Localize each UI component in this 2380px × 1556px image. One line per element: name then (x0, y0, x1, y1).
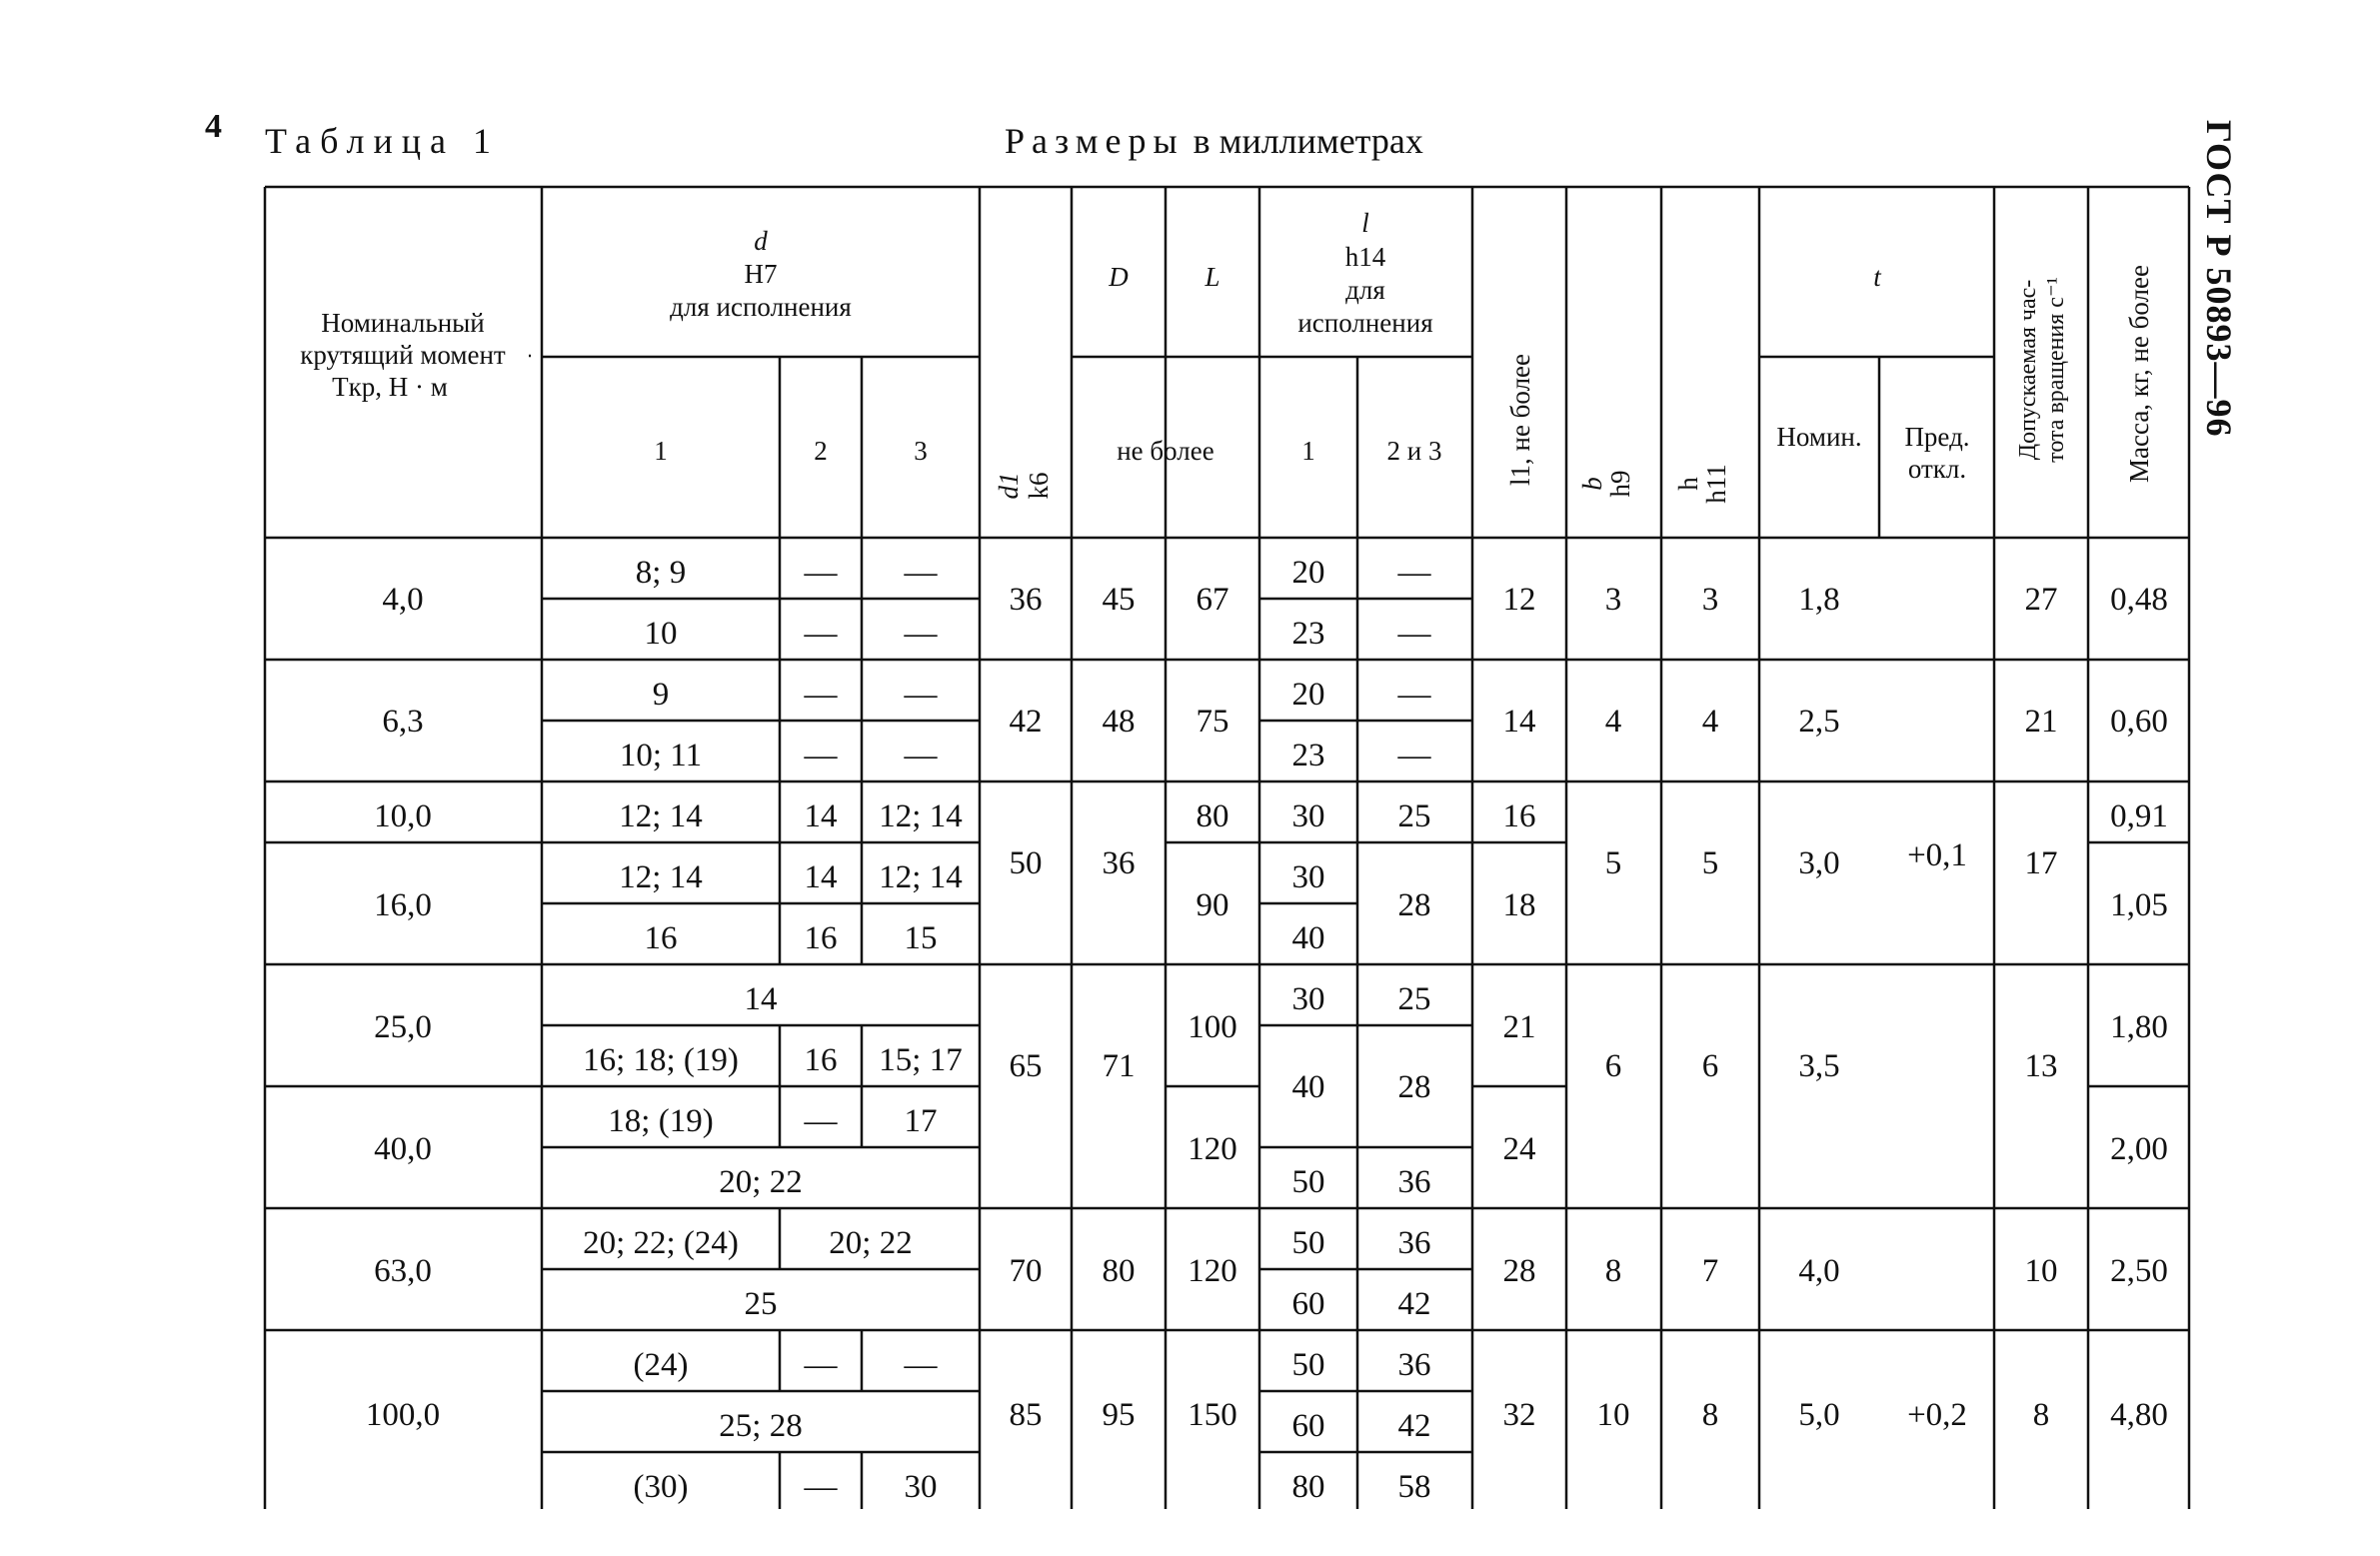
freq-cell: 17 (2024, 845, 2058, 881)
l-exec23-cell: — (1397, 555, 1431, 591)
mass-header: Масса, кг, не более (2124, 265, 2154, 483)
l-header-execution: исполнения (1297, 308, 1433, 338)
t-deviation-cell: +0,2 (1907, 1397, 1967, 1433)
torque-cell: 6,3 (382, 704, 424, 740)
row-torque-16 (374, 859, 2168, 956)
d-header-execution: для исполнения (670, 292, 852, 322)
d-exec3-cell: 12; 14 (879, 859, 963, 895)
D-cell: 71 (1102, 1048, 1136, 1084)
d-header-exec-1: 1 (654, 436, 668, 466)
D-cell: 36 (1102, 845, 1136, 881)
l-exec1-cell: 60 (1291, 1408, 1325, 1444)
units-note-spaced: Размеры (1005, 121, 1185, 161)
mass-cell: 1,80 (2110, 1009, 2168, 1045)
mass-cell: 0,91 (2110, 798, 2168, 834)
L-cell: 90 (1195, 887, 1229, 923)
b-cell: 5 (1604, 845, 1622, 881)
d-all-exec-cell: 25; 28 (719, 1408, 803, 1444)
row-torque-63 (374, 1225, 2168, 1322)
l-header-exec-1: 1 (1301, 436, 1315, 466)
torque-cell: 25,0 (374, 1009, 432, 1045)
d-exec1-cell: 9 (652, 677, 670, 713)
table-caption: Таблица 1 (265, 121, 500, 161)
L-cell: 120 (1188, 1131, 1237, 1167)
l-exec23-cell: — (1397, 616, 1431, 652)
row-torque-10 (374, 798, 2168, 834)
d-exec1-cell: 12; 14 (619, 798, 703, 834)
freq-cell: 21 (2024, 704, 2058, 740)
d1-cell: 70 (1009, 1253, 1043, 1289)
l1-cell: 24 (1502, 1131, 1536, 1167)
d1-header-symbol: d1 (994, 472, 1024, 500)
d-exec2-cell: — (804, 1469, 838, 1505)
l-exec23-cell: 36 (1397, 1225, 1431, 1261)
l-exec1-cell: 40 (1291, 920, 1325, 956)
L-cell: 75 (1195, 704, 1229, 740)
b-cell: 10 (1596, 1397, 1630, 1433)
mass-cell: 2,50 (2110, 1253, 2168, 1289)
d-exec1-cell: 18; (19) (608, 1103, 714, 1139)
d1-cell: 85 (1009, 1397, 1043, 1433)
d1-cell: 65 (1009, 1048, 1043, 1084)
l-exec23-cell: 36 (1397, 1164, 1431, 1200)
d-all-exec-cell: 25 (744, 1286, 778, 1322)
mass-cell: 0,48 (2110, 582, 2168, 618)
d-exec3-cell: 15; 17 (879, 1042, 963, 1078)
d-exec1-cell: 16 (644, 920, 678, 956)
l-exec23-cell: 28 (1397, 887, 1431, 923)
d-exec2-cell: 14 (804, 798, 838, 834)
l1-cell: 12 (1502, 582, 1536, 618)
torque-cell: 100,0 (365, 1397, 441, 1433)
d-exec1-cell: 16; 18; (19) (583, 1042, 739, 1078)
D-cell: 80 (1102, 1253, 1136, 1289)
row-torque-4 (382, 555, 2168, 652)
l-exec1-cell: 50 (1291, 1164, 1325, 1200)
d1-header-tolerance: k6 (1024, 472, 1054, 500)
d-exec1-cell: (24) (633, 1347, 689, 1383)
l-exec1-cell: 30 (1291, 981, 1325, 1017)
b-cell: 6 (1604, 1048, 1622, 1084)
freq-cell: 10 (2024, 1253, 2058, 1289)
d-exec2-cell: — (804, 555, 838, 591)
L-cell: 150 (1188, 1397, 1237, 1433)
t-header-deviation-1: Пред. (1904, 422, 1970, 452)
d-exec3-cell: 12; 14 (879, 798, 963, 834)
d1-cell: 36 (1009, 582, 1043, 618)
l1-cell: 16 (1502, 798, 1536, 834)
l-exec23-cell: 25 (1397, 798, 1431, 834)
t-deviation-cell: +0,1 (1907, 837, 1967, 873)
l-exec23-cell: — (1397, 677, 1431, 713)
d-exec3-cell: 15 (904, 920, 938, 956)
l-exec1-cell: 23 (1291, 738, 1325, 774)
units-note-rest: в миллиметрах (1184, 121, 1423, 161)
h-cell: 5 (1701, 845, 1719, 881)
l1-cell: 21 (1502, 1009, 1536, 1045)
h-cell: 4 (1701, 704, 1719, 740)
t-cell: 4,0 (1798, 1253, 1840, 1289)
d-exec2-cell: 16 (804, 920, 838, 956)
d1-cell: 42 (1009, 704, 1043, 740)
t-header-nominal: Номин. (1776, 422, 1862, 452)
table-grid (265, 187, 2189, 1509)
page-number: 4 (205, 108, 222, 145)
L-cell: 100 (1188, 1009, 1237, 1045)
l-exec23-cell: 28 (1397, 1069, 1431, 1105)
l-exec1-cell: 40 (1291, 1069, 1325, 1105)
l-exec1-cell: 23 (1291, 616, 1325, 652)
row-torque-100 (366, 1347, 2168, 1505)
b-cell: 8 (1604, 1253, 1622, 1289)
l-exec1-cell: 20 (1291, 555, 1325, 591)
t-cell: 3,5 (1798, 1048, 1840, 1084)
d-exec3-cell: — (904, 738, 938, 774)
d-exec1-cell: (30) (633, 1469, 689, 1505)
d-header-tolerance: H7 (744, 259, 778, 289)
t-header-deviation-2: откл. (1907, 454, 1967, 484)
D-cell: 95 (1102, 1397, 1136, 1433)
l1-cell: 28 (1502, 1253, 1536, 1289)
d-exec3-cell: 30 (904, 1469, 938, 1505)
freq-cell: 8 (2032, 1397, 2050, 1433)
d1-cell: 50 (1009, 845, 1043, 881)
d-all-exec-cell: 14 (744, 981, 778, 1017)
t-header-symbol: t (1873, 262, 1881, 292)
standard-code-text: ГОСТ Р 50893—96 (2199, 120, 2239, 438)
h-cell: 3 (1701, 582, 1719, 618)
h-cell: 8 (1701, 1397, 1719, 1433)
l-header-tolerance: h14 (1344, 242, 1386, 272)
l-exec1-cell: 50 (1291, 1225, 1325, 1261)
d-exec2-cell: — (804, 616, 838, 652)
l-exec1-cell: 60 (1291, 1286, 1325, 1322)
d-header-exec-3: 3 (914, 436, 928, 466)
mass-cell: 0,60 (2110, 704, 2168, 740)
l1-cell: 32 (1502, 1397, 1536, 1433)
l-exec1-cell: 30 (1291, 859, 1325, 895)
t-cell: 3,0 (1798, 845, 1840, 881)
l-exec23-cell: 58 (1397, 1469, 1431, 1505)
torque-header-line1: Номинальный (321, 308, 485, 338)
d-exec3-cell: — (904, 677, 938, 713)
d-exec2-cell: — (804, 1347, 838, 1383)
L-cell: 120 (1188, 1253, 1237, 1289)
l-exec23-cell: 42 (1397, 1408, 1431, 1444)
torque-cell: 16,0 (374, 887, 432, 923)
l-header-exec-23: 2 и 3 (1386, 436, 1442, 466)
d-exec2-cell: 14 (804, 859, 838, 895)
l-exec23-cell: 36 (1397, 1347, 1431, 1383)
freq-cell: 13 (2024, 1048, 2058, 1084)
l1-header: l1, не более (1505, 353, 1535, 487)
d-exec2-cell: — (804, 738, 838, 774)
h-cell: 7 (1701, 1253, 1719, 1289)
l-exec23-cell: 42 (1397, 1286, 1431, 1322)
d-exec1-cell: 20; 22; (24) (583, 1225, 739, 1261)
l-header-for: для (1345, 275, 1385, 305)
b-cell: 3 (1604, 582, 1622, 618)
row-torque-40 (374, 1103, 2168, 1200)
d-exec2-cell: — (804, 677, 838, 713)
t-cell: 5,0 (1798, 1397, 1840, 1433)
d-exec23-cell: 20; 22 (829, 1225, 913, 1261)
L-header: L (1204, 262, 1220, 292)
freq-header-line2: тота вращения с⁻¹ (2043, 277, 2069, 463)
D-cell: 48 (1102, 704, 1136, 740)
t-cell: 2,5 (1798, 704, 1840, 740)
d-exec3-cell: — (904, 1347, 938, 1383)
t-cell: 1,8 (1798, 582, 1840, 618)
l-exec1-cell: 50 (1291, 1347, 1325, 1383)
l1-cell: 14 (1502, 704, 1536, 740)
freq-header-line1: Допускаемая час- (2015, 279, 2041, 461)
d-exec3-cell: — (904, 616, 938, 652)
h-header-tolerance: h11 (1701, 464, 1731, 504)
mass-cell: 4,80 (2110, 1397, 2168, 1433)
d-exec3-cell: 17 (904, 1103, 938, 1139)
mass-cell: 2,00 (2110, 1131, 2168, 1167)
torque-cell: 4,0 (382, 582, 424, 618)
b-header-tolerance: h9 (1605, 470, 1635, 498)
d-exec1-cell: 12; 14 (619, 859, 703, 895)
l-exec23-cell: — (1397, 738, 1431, 774)
l1-cell: 18 (1502, 887, 1536, 923)
D-cell: 45 (1102, 582, 1136, 618)
torque-cell: 63,0 (374, 1253, 432, 1289)
l-exec1-cell: 20 (1291, 677, 1325, 713)
L-cell: 80 (1195, 798, 1229, 834)
h-header-symbol: h (1673, 477, 1703, 491)
d-exec1-cell: 8; 9 (635, 555, 687, 591)
torque-cell: 10,0 (374, 798, 432, 834)
d-header-exec-2: 2 (814, 436, 828, 466)
torque-cell: 40,0 (374, 1131, 432, 1167)
l-exec1-cell: 30 (1291, 798, 1325, 834)
d-header-symbol: d (754, 226, 768, 256)
d-exec2-cell: 16 (804, 1042, 838, 1078)
D-header: D (1109, 262, 1129, 292)
l-exec1-cell: 80 (1291, 1469, 1325, 1505)
d-exec1-cell: 10 (644, 616, 678, 652)
b-header-symbol: b (1577, 477, 1607, 491)
d-exec1-cell: 10; 11 (619, 738, 703, 774)
d-exec2-cell: — (804, 1103, 838, 1139)
row-torque-6-3 (382, 677, 2168, 774)
d-all-exec-cell: 20; 22 (719, 1164, 803, 1200)
torque-header-line2: крутящий момент (300, 340, 506, 370)
mass-cell: 1,05 (2110, 887, 2168, 923)
l-exec23-cell: 25 (1397, 981, 1431, 1017)
not-more-header: не более (1117, 436, 1214, 466)
h-cell: 6 (1701, 1048, 1719, 1084)
L-cell: 67 (1195, 582, 1229, 618)
torque-header-line3: Tкр, Н · м (332, 372, 448, 402)
freq-cell: 27 (2024, 582, 2058, 618)
d-exec3-cell: — (904, 555, 938, 591)
l-header-symbol: l (1361, 208, 1369, 238)
b-cell: 4 (1604, 704, 1622, 740)
